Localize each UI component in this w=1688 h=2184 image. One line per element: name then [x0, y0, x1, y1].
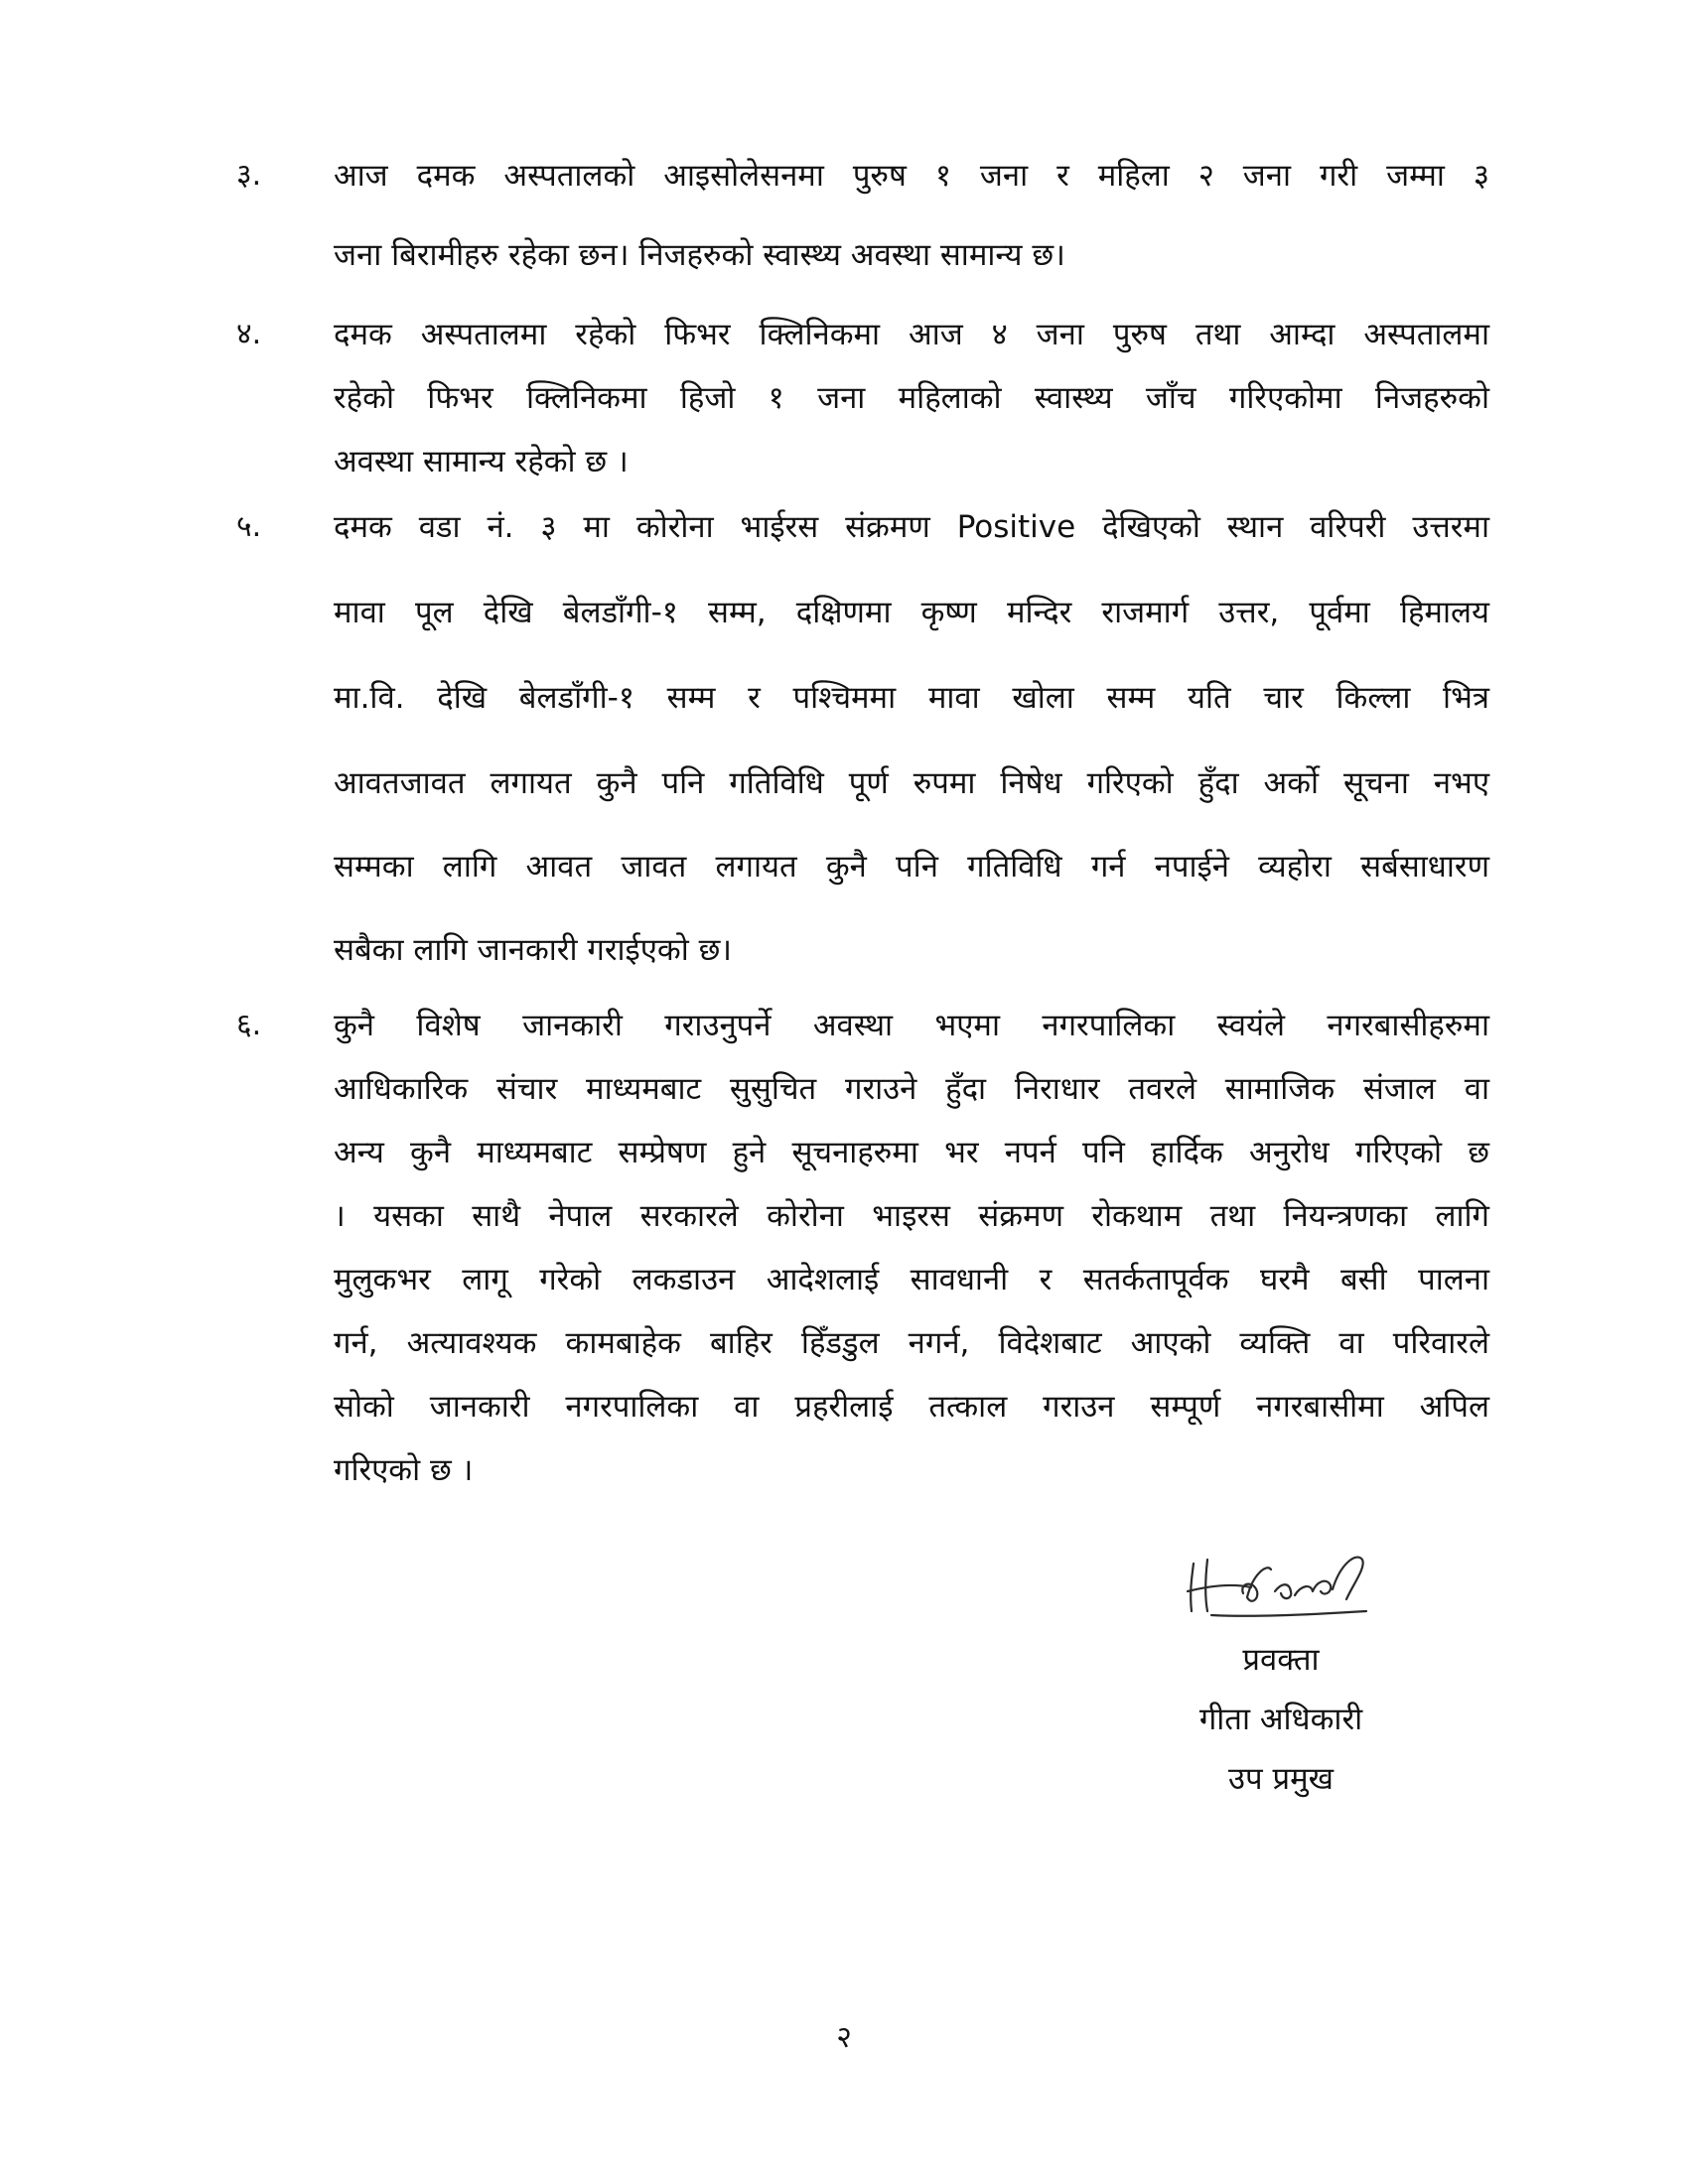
item-line: सोको जानकारी नगरपालिका वा प्रहरीलाई तत्काल गराउन सम्पूर्ण नगरबासीमा अपिल	[334, 1389, 1489, 1425]
list-item	[236, 1008, 1489, 1488]
item-line: दमक वडा नं. ३ मा कोरोना भाईरस संक्रमण Positive देखिएको स्थान वरिपरी उत्तरमा	[334, 509, 1489, 545]
item-line: गरिएको छ ।	[334, 1452, 474, 1488]
list-item	[236, 317, 1489, 479]
item-line: जना बिरामीहरु रहेका छन। निजहरुको स्वास्थ्य अवस्था सामान्य छ।	[334, 237, 1065, 273]
item-line: अवस्था सामान्य रहेको छ ।	[334, 444, 629, 479]
signatory-designation: प्रवक्ता	[1242, 1642, 1320, 1678]
page-number: २	[836, 2020, 852, 2055]
handwritten-signature	[1172, 1534, 1390, 1633]
item-number: ४.	[236, 317, 262, 351]
item-line: । यसका साथै नेपाल सरकारले कोरोना भाइरस संक्रमण रोकथाम तथा नियन्त्रणका लागि	[334, 1198, 1489, 1234]
item-line: रहेको फिभर क्लिनिकमा हिजो १ जना महिलाको स्वास्थ्य जाँच गरिएकोमा निजहरुको	[334, 380, 1489, 416]
item-number: ५.	[236, 509, 262, 544]
item-line: मुलुकभर लागू गरेको लकडाउन आदेशलाई सावधानी र सतर्कतापूर्वक घरमै बसी पालना	[334, 1262, 1489, 1297]
item-line: गर्न, अत्यावश्यक कामबाहेक बाहिर हिँडडुल नगर्न, विदेशबाट आएको व्यक्ति वा परिवारले	[334, 1325, 1489, 1361]
signatory-position: उप प्रमुख	[1228, 1761, 1334, 1797]
item-line: आज दमक अस्पतालको आइसोलेसनमा पुरुष १ जना र महिला २ जना गरी जम्मा ३	[334, 158, 1489, 194]
list-item	[236, 509, 1489, 969]
item-number: ६.	[236, 1008, 262, 1042]
item-number: ३.	[236, 158, 262, 193]
item-line: सम्मका लागि आवत जावत लगायत कुनै पनि गतिविधि गर्न नपाईने व्यहोरा सर्बसाधारण	[334, 849, 1489, 885]
item-line: दमक अस्पतालमा रहेको फिभर क्लिनिकमा आज ४ जना पुरुष तथा आम्दा अस्पतालमा	[334, 317, 1489, 352]
item-line: आधिकारिक संचार माध्यमबाट सुसुचित गराउने हुँदा निराधार तवरले सामाजिक संजाल वा	[334, 1071, 1489, 1107]
item-line: कुनै विशेष जानकारी गराउनुपर्ने अवस्था भएमा नगरपालिका स्वयंले नगरबासीहरुमा	[334, 1008, 1489, 1043]
item-line: मा.वि. देखि बेलडाँगी-१ सम्म र पश्चिममा मावा खोला सम्म यति चार किल्ला भित्र	[334, 680, 1489, 716]
item-line: अन्य कुनै माध्यमबाट सम्प्रेषण हुने सूचनाहरुमा भर नपर्न पनि हार्दिक अनुरोध गरिएको छ	[334, 1135, 1489, 1170]
list-item	[236, 158, 1489, 280]
signatory-name: गीता अधिकारी	[1198, 1702, 1363, 1737]
item-line: मावा पूल देखि बेलडाँगी-१ सम्म, दक्षिणमा कृष्ण मन्दिर राजमार्ग उत्तर, पूर्वमा हिमालय	[334, 595, 1489, 630]
item-line: आवतजावत लगायत कुनै पनि गतिविधि पूर्ण रुपमा निषेध गरिएको हुँदा अर्को सूचना नभए	[334, 765, 1489, 801]
item-line: सबैका लागि जानकारी गराईएको छ।	[334, 932, 733, 968]
